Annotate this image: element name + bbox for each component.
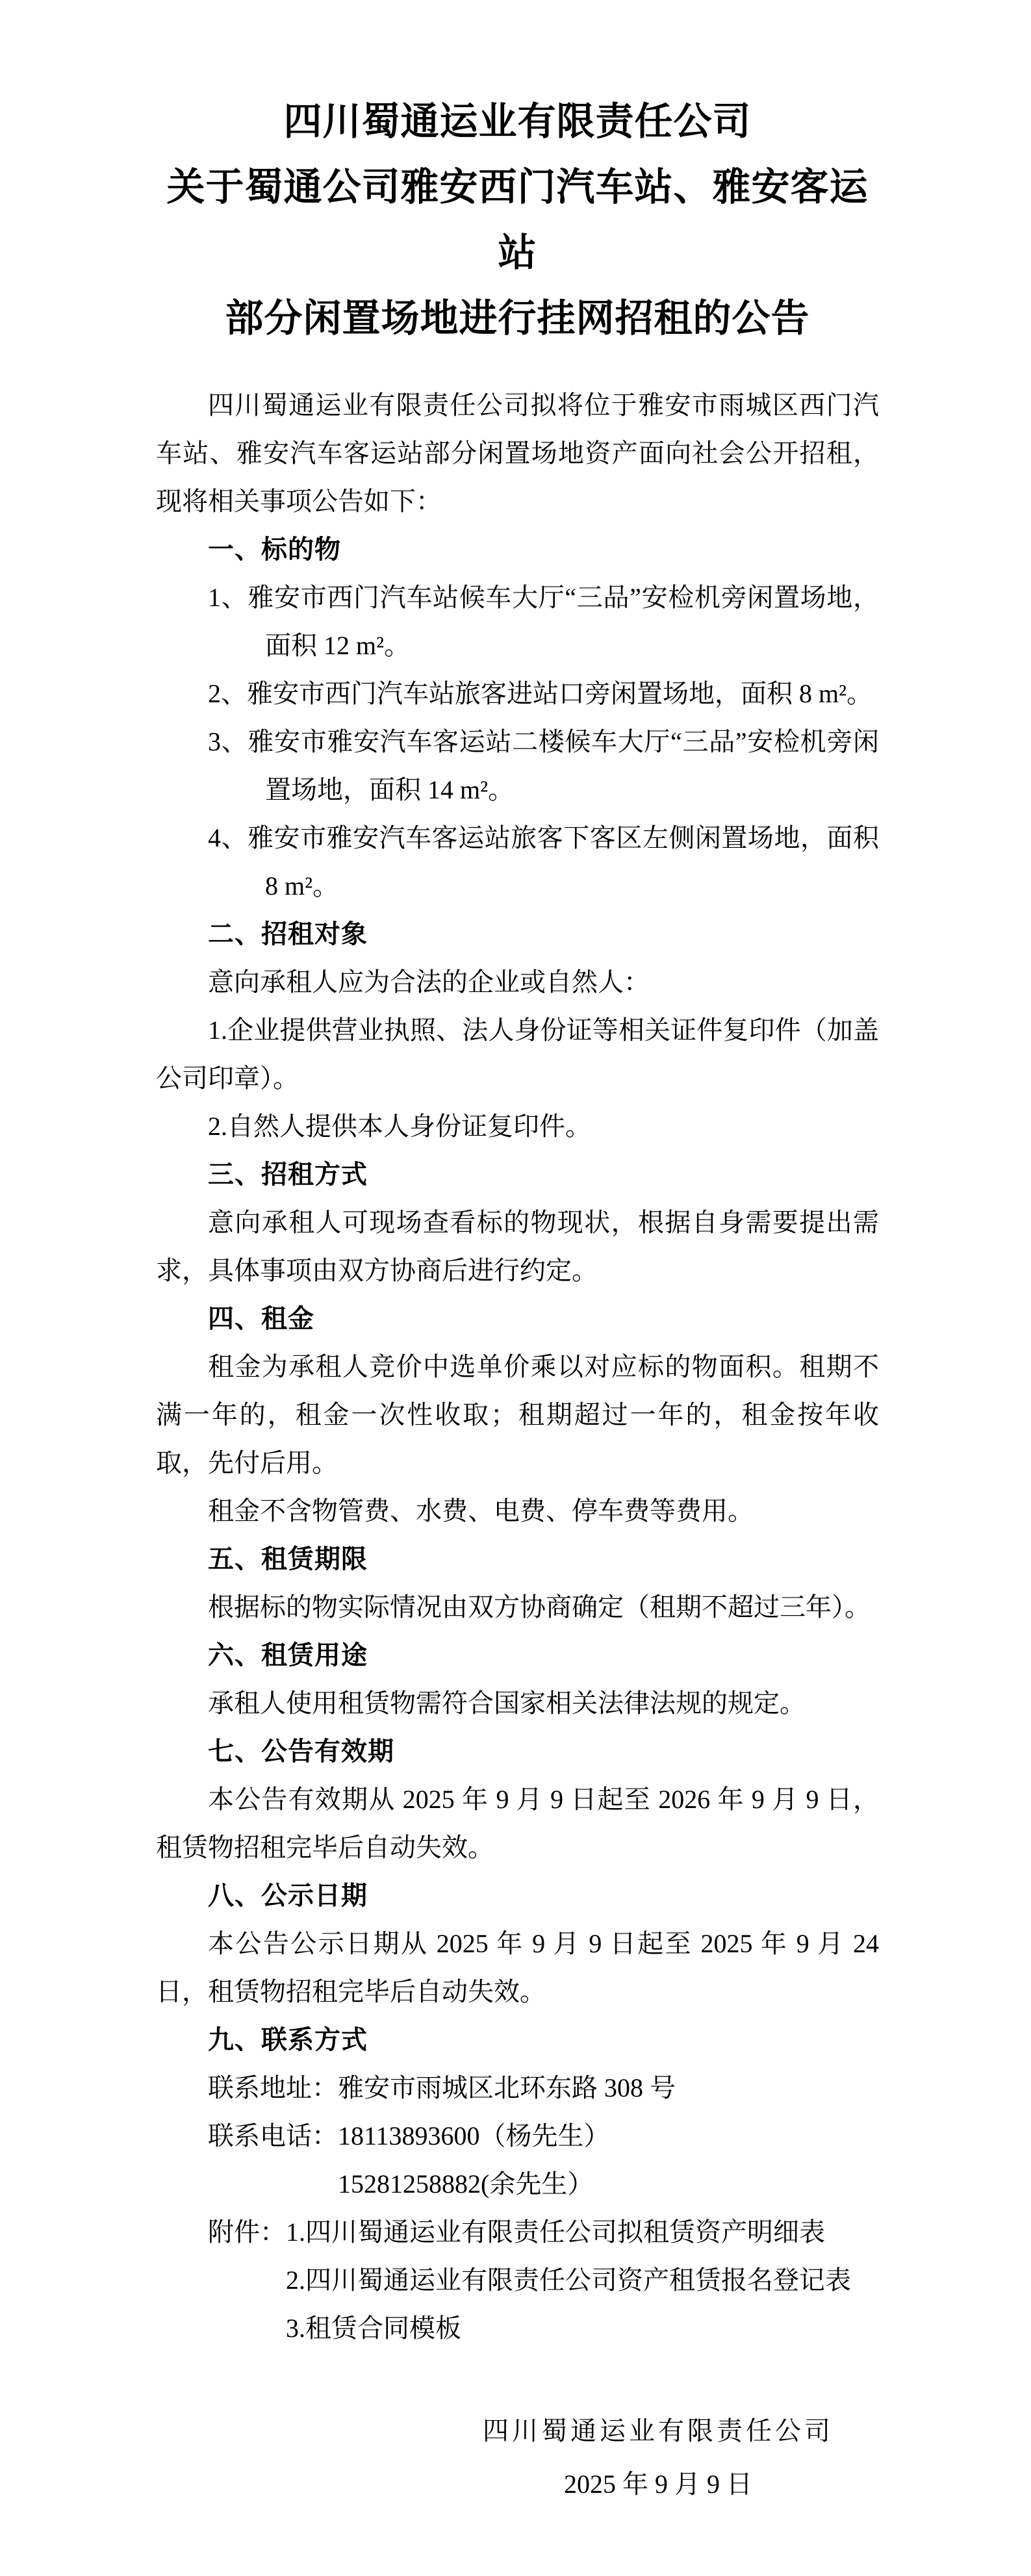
rent-paragraph-2: 租金不含物管费、水费、电费、停车费等费用。 bbox=[208, 1496, 754, 1525]
signature-block bbox=[483, 2407, 834, 2508]
rent-paragraph-1: 租金为承租人竞价中选单价乘以对应标的物面积。租期不满一年的，租金一次性收取；租期超过一年的，租金按年收取，先付后用。 bbox=[156, 1352, 879, 1477]
attachment-item-3: 3.租赁合同模板 bbox=[286, 2314, 461, 2343]
term-paragraph: 根据标的物实际情况由双方协商确定（租期不超过三年）。 bbox=[208, 1592, 871, 1622]
validity-paragraph: 本公告有效期从 2025 年 9 月 9 日起至 2026 年 9 月 9 日，租赁物招租完毕后自动失效。 bbox=[156, 1785, 879, 1862]
section-heading-targets: 一、标的物 bbox=[208, 535, 341, 564]
lessee-paragraph-2: 1.企业提供营业执照、法人身份证等相关证件复印件（加盖公司印章）。 bbox=[156, 1015, 879, 1093]
usage-paragraph: 承租人使用租赁物需符合国家相关法律法规的规定。 bbox=[208, 1689, 806, 1718]
title-line-2: 关于蜀通公司雅安西门汽车站、雅安客运站 bbox=[166, 166, 869, 274]
attachment-item-2: 2.四川蜀通运业有限责任公司资产租赁报名登记表 bbox=[286, 2265, 851, 2295]
target-item-2: 2、雅安市西门汽车站旅客进站口旁闲置场地，面积 8 m²。 bbox=[208, 679, 873, 708]
target-item-4: 4、雅安市雅安汽车客运站旅客下客区左侧闲置场地，面积 8 m²。 bbox=[208, 823, 879, 900]
contact-address: 联系地址：雅安市雨城区北环东路 308 号 bbox=[208, 2073, 676, 2102]
section-heading-term: 五、租赁期限 bbox=[208, 1545, 368, 1574]
document-title bbox=[156, 89, 879, 351]
section-heading-contact: 九、联系方式 bbox=[208, 2026, 368, 2054]
section-heading-validity: 七、公告有效期 bbox=[208, 1737, 394, 1766]
attachment-item-1: 附件：1.四川蜀通运业有限责任公司拟租赁资产明细表 bbox=[208, 2217, 825, 2247]
contact-phone-2: 15281258882(余先生） bbox=[338, 2169, 594, 2199]
publicity-paragraph: 本公告公示日期从 2025 年 9 月 9 日起至 2025 年 9 月 24 日，租赁物招租完毕后自动失效。 bbox=[156, 1929, 879, 2006]
target-item-1: 1、雅安市西门汽车站候车大厅“三品”安检机旁闲置场地，面积 12 m²。 bbox=[208, 583, 879, 660]
contact-phone-1: 联系电话：18113893600（杨先生） bbox=[208, 2121, 610, 2150]
document-body bbox=[156, 381, 879, 2353]
lessee-paragraph-1: 意向承租人应为合法的企业或自然人： bbox=[208, 967, 650, 997]
title-line-1: 四川蜀通运业有限责任公司 bbox=[283, 100, 752, 143]
section-heading-lessee: 二、招租对象 bbox=[208, 920, 368, 949]
section-heading-publicity: 八、公示日期 bbox=[208, 1881, 368, 1910]
title-line-3: 部分闲置场地进行挂网招租的公告 bbox=[225, 297, 810, 340]
target-item-3: 3、雅安市雅安汽车客运站二楼候车大厅“三品”安检机旁闲置场地，面积 14 m²。 bbox=[208, 727, 879, 804]
intro-paragraph: 四川蜀通运业有限责任公司拟将位于雅安市雨城区西门汽车站、雅安汽车客运站部分闲置场地资产面向社会公开招租，现将相关事项公告如下： bbox=[156, 390, 879, 516]
signature-company: 四川蜀通运业有限责任公司 bbox=[483, 2416, 834, 2445]
lessee-paragraph-3: 2.自然人提供本人身份证复印件。 bbox=[208, 1112, 591, 1141]
method-paragraph: 意向承租人可现场查看标的物现状，根据自身需要提出需求，具体事项由双方协商后进行约定。 bbox=[156, 1208, 879, 1285]
section-heading-rent: 四、租金 bbox=[208, 1305, 314, 1333]
section-heading-method: 三、招租方式 bbox=[208, 1160, 368, 1189]
signature-date: 2025 年 9 月 9 日 bbox=[564, 2469, 752, 2499]
section-heading-usage: 六、租赁用途 bbox=[208, 1641, 368, 1670]
